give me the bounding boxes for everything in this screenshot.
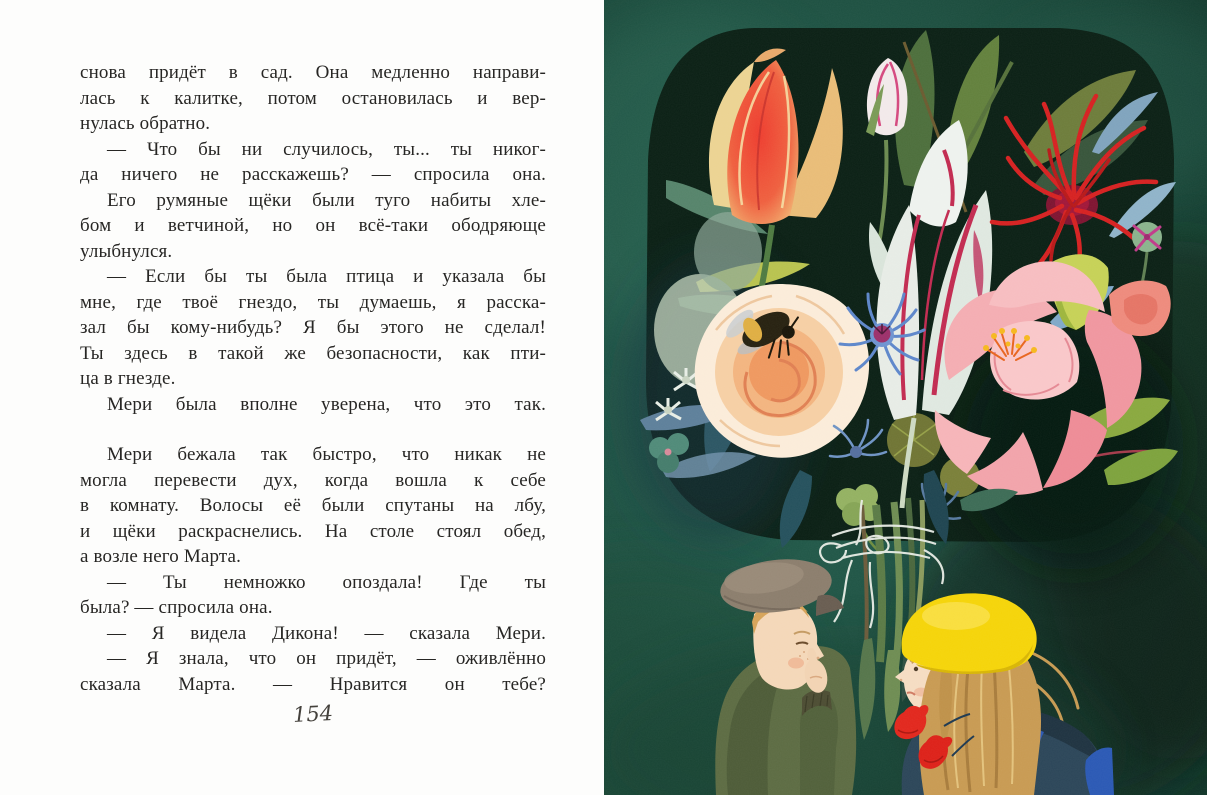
text-line: бом и ветчиной, но он всё-таки ободряюще [80,215,546,236]
text-line: — Я знала, что он придёт, — оживлённо [107,648,546,669]
text-line: могла перевести дух, когда вошла к себе [80,469,546,491]
text-line: снова придёт в сад. Она медленно направи- [80,62,546,83]
page-number: 154 [292,700,334,728]
text-line: да ничего не расскажешь? — спросила она. [80,164,546,185]
text-line: — Если бы ты была птица и указала бы [107,266,546,287]
paint-texture-overlay [604,0,1207,795]
text-line: Мери бежала так быстро, что никак не [107,444,546,465]
text-line: лась к калитке, потом остановилась и вер- [80,87,546,109]
text-line: была? — спросила она. [80,597,273,618]
text-line: сказала Марта. — Нравится он тебе? [80,673,546,695]
story-text [80,60,546,697]
text-line: нулась обратно. [80,113,211,134]
text-line: ца в гнезде. [80,368,176,389]
text-line: — Ты немножко опоздала! Где ты [107,571,546,593]
text-line: мне, где твоё гнездо, ты думаешь, я расска- [80,291,546,313]
right-page-illustration [604,0,1207,795]
text-line: улыбнулся. [80,240,173,262]
text-line: Его румяные щёки были туго набиты хле- [107,189,546,211]
text-line: а возле него Марта. [80,546,242,567]
text-line: — Что бы ни случилось, ты... ты никог- [107,138,546,160]
text-line: в комнату. Волосы её были спутаны на лбу, [80,495,546,516]
text-line: Ты здесь в такой же безопасности, как пти- [80,342,546,364]
text-line: и щёки раскраснелись. На столе стоял обед, [80,520,546,542]
text-line: — Я видела Дикона! — сказала Мери. [107,622,546,644]
text-line: зал бы кому-нибудь? Я бы этого не сделал! [80,317,546,338]
text-line: Мери была вполне уверена, что это так. [107,393,546,415]
